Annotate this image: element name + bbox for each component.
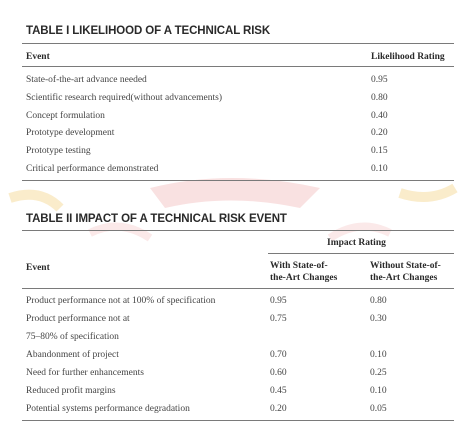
table1-bottom-rule [22, 180, 454, 181]
table1-rating: 0.20 [371, 128, 388, 138]
table2-without: 0.10 [370, 386, 387, 396]
table2-without: 0.30 [370, 314, 387, 324]
table2-with: 0.60 [270, 368, 287, 378]
table1-rating: 0.95 [371, 75, 388, 85]
table2-header-without-line2: the-Art Changes [370, 273, 438, 283]
table1-event: Concept formulation [26, 111, 105, 121]
table2-header-rule [22, 288, 454, 289]
table1-rating: 0.80 [371, 93, 388, 103]
table1-header-event: Event [26, 52, 50, 62]
table2-without: 0.10 [370, 350, 387, 360]
table2-event: Product performance not at [26, 314, 130, 324]
table1-title: TABLE I LIKELIHOOD OF A TECHNICAL RISK [26, 25, 271, 37]
table2-title: TABLE II IMPACT OF A TECHNICAL RISK EVENT [26, 213, 287, 225]
table2-header-without-line1: Without State-of- [370, 261, 441, 271]
table1-event: State-of-the-art advance needed [26, 75, 147, 85]
table2-header-event: Event [26, 263, 50, 273]
table2-event: Abandonment of project [26, 350, 119, 360]
table1-event: Prototype development [26, 128, 115, 138]
table2-header-with [270, 260, 337, 284]
table2-event: Potential systems performance degradation [26, 404, 190, 414]
table2-top-rule [22, 230, 454, 231]
table2-bottom-rule [22, 420, 454, 421]
table1-header-rating: Likelihood Rating [371, 52, 445, 62]
table2-header-with-line2: the-Art Changes [270, 273, 338, 283]
table2-with: 0.75 [270, 314, 287, 324]
table2-with: 0.70 [270, 350, 287, 360]
table2-header-without [370, 260, 441, 284]
table1-header-rule [22, 66, 454, 67]
table2-without: 0.05 [370, 404, 387, 414]
table1-rating: 0.10 [371, 164, 388, 174]
table2-header-with-line1: With State-of- [270, 261, 328, 271]
table2-with: 0.20 [270, 404, 287, 414]
table2-event: Product performance not at 100% of specification [26, 296, 216, 306]
table2-without: 0.80 [370, 296, 387, 306]
table2-with: 0.45 [270, 386, 287, 396]
table1-rating: 0.40 [371, 111, 388, 121]
table2-event: 75–80% of specification [26, 332, 119, 342]
table2-event: Need for further enhancements [26, 368, 144, 378]
table1-event: Prototype testing [26, 146, 91, 156]
table2-header-impact: Impact Rating [327, 238, 386, 248]
table2-with: 0.95 [270, 296, 287, 306]
table1-top-rule [22, 43, 454, 44]
table2-impact-rule [268, 253, 454, 254]
table1-event: Scientific research required(without advancements) [26, 93, 222, 103]
table1-event: Critical performance demonstrated [26, 164, 159, 174]
table2-event: Reduced profit margins [26, 386, 116, 396]
table1-rating: 0.15 [371, 146, 388, 156]
table2-without: 0.25 [370, 368, 387, 378]
